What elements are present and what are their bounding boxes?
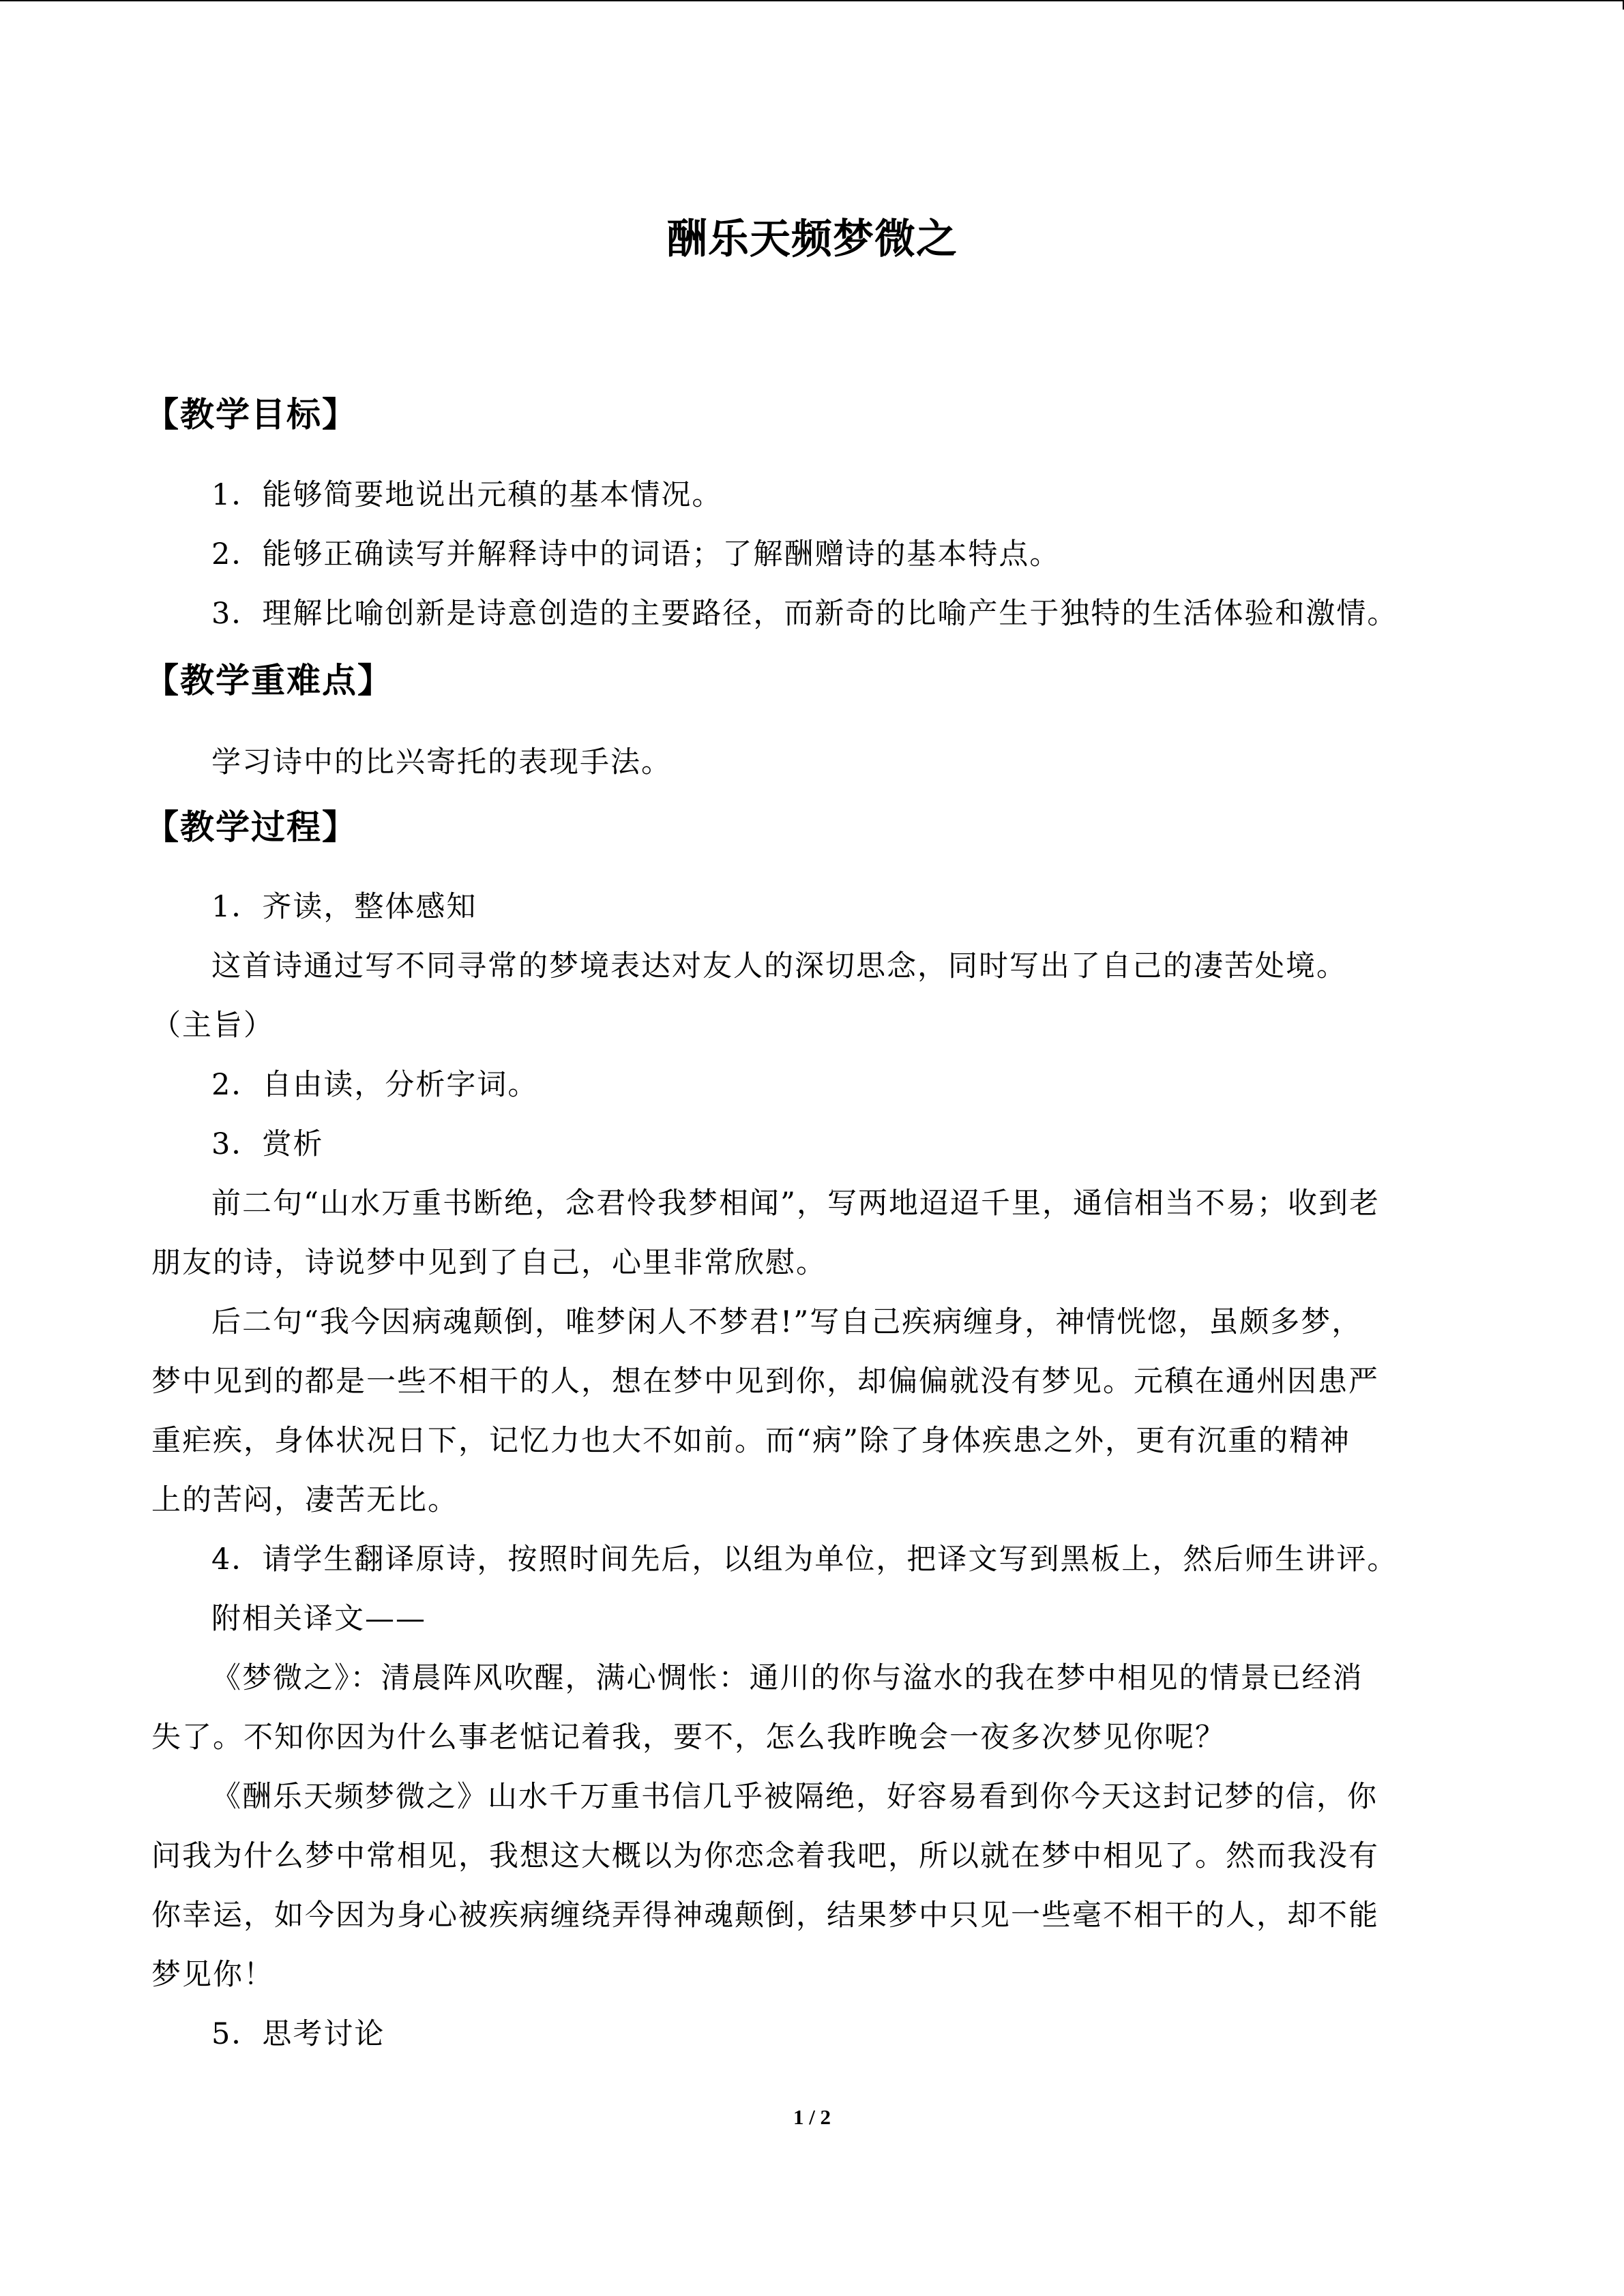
process-step-3: 3．赏析 xyxy=(211,1127,324,1161)
paragraph-line: 这首诗通过写不同寻常的梦境表达对友人的深切思念，同时写出了自己的凄苦处境。 xyxy=(211,949,1347,983)
process-step-5: 5．思考讨论 xyxy=(211,2017,385,2051)
paragraph-line: 你幸运，如今因为身心被疾病缠绕弄得神魂颠倒，结果梦中只见一些毫不相干的人，却不能 xyxy=(151,1898,1379,1933)
page-number: 1 / 2 xyxy=(793,2105,831,2129)
paragraph-line: 后二句“我今因病魂颠倒，唯梦闲人不梦君!”写自己疾病缠身，神情恍惚，虽颇多梦， xyxy=(211,1305,1363,1339)
paragraph-line: 前二句“山水万重书断绝，念君怜我梦相闻”，写两地迢迢千里，通信相当不易；收到老 xyxy=(211,1187,1380,1221)
paragraph-line: 《酬乐天频梦微之》山水千万重书信几乎被隔绝，好容易看到你今天这封记梦的信，你 xyxy=(211,1780,1378,1814)
section-heading-key-points: 【教学重难点】 xyxy=(145,661,393,700)
paragraph-line: 附相关译文—— xyxy=(211,1602,426,1636)
process-step-4: 4．请学生翻译原诗，按照时间先后，以组为单位，把译文写到黑板上，然后师生讲评。 xyxy=(211,1542,1398,1577)
page-top-border xyxy=(0,0,1623,1)
paragraph-line: 梦见你！ xyxy=(151,1958,274,1992)
paragraph-line: 上的苦闷，凄苦无比。 xyxy=(151,1483,458,1517)
paragraph-line: 失了。不知你因为什么事老惦记着我，要不，怎么我昨晚会一夜多次梦见你呢？ xyxy=(151,1720,1226,1755)
paragraph-line: （主旨） xyxy=(151,1009,274,1043)
process-step-2: 2．自由读，分析字词。 xyxy=(211,1068,539,1102)
section-heading-goals: 【教学目标】 xyxy=(145,395,357,434)
paragraph-line: 朋友的诗，诗说梦中见到了自己，心里非常欣慰。 xyxy=(151,1246,827,1280)
section-heading-process: 【教学过程】 xyxy=(145,807,357,847)
goal-item-1: 1．能够简要地说出元稹的基本情况。 xyxy=(211,478,723,512)
goal-item-3: 3．理解比喻创新是诗意创造的主要路径，而新奇的比喻产生于独特的生活体验和激情。 xyxy=(211,597,1398,631)
document-title: 酬乐天频梦微之 xyxy=(666,215,958,263)
goal-item-2: 2．能够正确读写并解释诗中的词语；了解酬赠诗的基本特点。 xyxy=(211,537,1061,571)
paragraph-line: 重疟疾，身体状况日下，记忆力也大不如前。而“病”除了身体疾患之外，更有沉重的精神 xyxy=(151,1424,1350,1458)
paragraph-line: 梦中见到的都是一些不相干的人，想在梦中见到你，却偏偏就没有梦见。元稹在通州因患严 xyxy=(151,1365,1379,1399)
process-step-1: 1．齐读，整体感知 xyxy=(211,890,477,924)
key-points-text: 学习诗中的比兴寄托的表现手法。 xyxy=(211,745,672,779)
paragraph-line: 《梦微之》：清晨阵风吹醒，满心惆怅：通川的你与湓水的我在梦中相见的情景已经消 xyxy=(211,1661,1363,1695)
paragraph-line: 问我为什么梦中常相见，我想这大概以为你恋念着我吧，所以就在梦中相见了。然而我没有 xyxy=(151,1839,1379,1873)
